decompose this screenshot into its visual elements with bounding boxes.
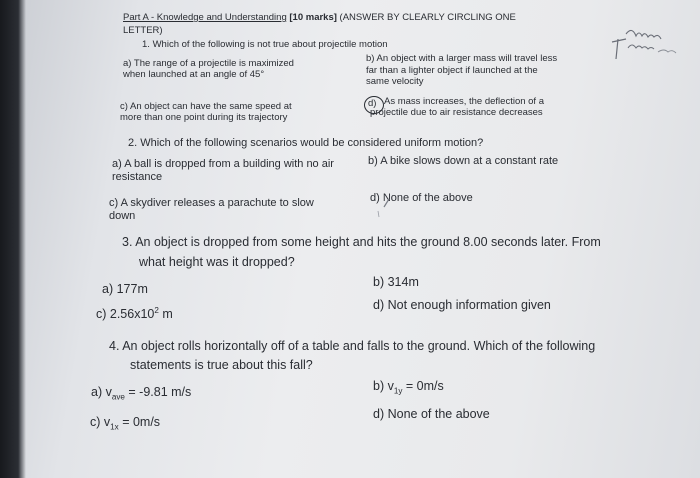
q3-stem-line1: 3. An object is dropped from some height and hits the ground 8.00 seconds later. From [122, 235, 601, 249]
q1-option-a-line1[interactable]: a) The range of a projectile is maximized [123, 58, 294, 69]
q4-option-a-value: = -9.81 m/s [124, 385, 192, 399]
q2-option-b[interactable]: b) A bike slows down at a constant rate [368, 155, 559, 167]
q3-option-d[interactable]: d) Not enough information given [373, 298, 551, 312]
q2-option-c-line2[interactable]: down [109, 210, 136, 222]
part-title: Part A - Knowledge and Understanding [123, 12, 287, 23]
q1-option-c-line1[interactable]: c) An object can have the same speed at [120, 101, 292, 112]
q1-option-a-line2[interactable]: when launched at an angle of 45° [123, 69, 265, 80]
q4-option-d[interactable]: d) None of the above [373, 407, 490, 421]
q2-option-c-line1[interactable]: c) A skydiver releases a parachute to slow [109, 197, 314, 209]
q1-option-d-line1[interactable]: As mass increases, the deflection of a [384, 96, 544, 107]
q2-option-d[interactable]: d) None of the above [370, 192, 473, 204]
q4-option-b[interactable] [373, 380, 444, 396]
header-instruction: (ANSWER BY CLEARLY CIRCLING ONE [339, 12, 516, 23]
q3-option-a[interactable]: a) 177m [102, 282, 148, 296]
q1-option-b-line3[interactable]: same velocity [366, 76, 424, 87]
q1-option-d-letter[interactable]: d) [368, 98, 377, 109]
q3-option-c[interactable] [96, 307, 173, 321]
q4-option-b-prefix: b) v [373, 379, 394, 393]
q3-stem-line2: what height was it dropped? [139, 255, 295, 269]
header-instruction-cont: LETTER) [123, 25, 163, 36]
q4-option-a[interactable] [91, 386, 191, 402]
q3-option-c-prefix: c) 2.56x10 [96, 307, 155, 322]
q2-stem: 2. Which of the following scenarios would be considered uniform motion? [128, 137, 484, 149]
q4-stem-line1: 4. An object rolls horizontally off of a table and falls to the ground. Which of the following [109, 339, 596, 353]
q4-option-c[interactable] [90, 416, 160, 432]
q3-option-c-exponent: 2 [154, 306, 159, 315]
q1-stem-text: Which of the following is not true about projectile motion [152, 39, 388, 50]
q4-option-c-subscript: 1x [110, 422, 119, 432]
q3-option-b[interactable]: b) 314m [373, 275, 419, 289]
q4-option-b-value: = 0m/s [402, 379, 444, 393]
q4-stem-line2: statements is true about this fall? [130, 358, 313, 372]
q2-option-a-line2[interactable]: resistance [112, 171, 163, 183]
q4-option-c-value: = 0m/s [118, 415, 161, 429]
handwritten-note [608, 24, 688, 64]
q1-stem [142, 40, 388, 50]
header-line [123, 13, 516, 23]
q1-number: 1. [142, 39, 150, 50]
q1-option-c-line2[interactable]: more than one point during its trajectory [120, 112, 288, 123]
pencil-mark [377, 198, 391, 220]
marks-label: [10 marks] [289, 12, 337, 23]
q4-option-a-subscript: ave [111, 392, 125, 402]
desk-shadow [0, 0, 26, 478]
q3-option-c-unit: m [158, 307, 173, 322]
q1-option-b-line1[interactable]: b) An object with a larger mass will travel less [366, 53, 558, 64]
q1-option-b-line2[interactable]: far than a lighter object if launched at the [366, 65, 538, 76]
q4-option-c-prefix: c) v [90, 415, 111, 429]
q4-option-a-prefix: a) v [91, 385, 112, 399]
q2-option-a-line1[interactable]: a) A ball is dropped from a building with no air [112, 158, 334, 170]
q1-option-d-line2[interactable]: projectile due to air resistance decreases [370, 107, 543, 118]
q4-option-b-subscript: 1y [393, 386, 403, 396]
